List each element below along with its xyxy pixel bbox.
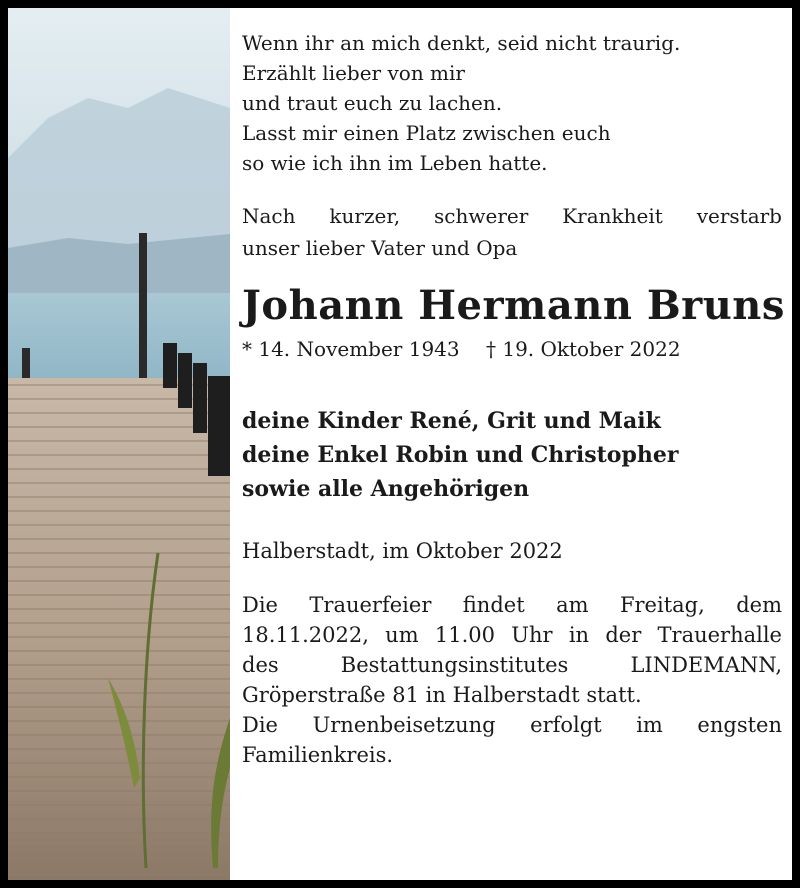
poem-line: Lasst mir einen Platz zwischen euch: [242, 121, 611, 145]
obituary-card: [8, 8, 792, 880]
death-date: † 19. Oktober 2022: [485, 337, 681, 361]
poem-line: Erzählt lieber von mir: [242, 61, 465, 85]
obituary-text: [242, 28, 785, 770]
poem-line: und traut euch zu lachen.: [242, 91, 503, 115]
poem-line: so wie ich ihn im Leben hatte.: [242, 151, 548, 175]
pier-lake-photo: [8, 8, 230, 880]
ceremony-line: Gröperstraße 81 in Halberstadt statt.: [242, 683, 642, 707]
poem-line: Wenn ihr an mich denkt, seid nicht traurig.: [242, 31, 681, 55]
ceremony-line: Die Trauerfeier findet am Freitag, dem: [242, 593, 782, 617]
intro-line: unser lieber Vater und Opa: [242, 236, 518, 260]
mourner-line: deine Kinder René, Grit und Maik: [242, 408, 661, 434]
ceremony-info: [242, 590, 782, 770]
intro: [242, 200, 782, 264]
deceased-name: Johann Hermann Bruns: [242, 282, 785, 329]
birth-date: * 14. November 1943: [242, 337, 460, 361]
poem: [242, 28, 782, 178]
mourners: [242, 404, 782, 506]
ceremony-line: 18.11.2022, um 11.00 Uhr in der Trauerhalle: [242, 623, 782, 647]
place-date: Halberstadt, im Oktober 2022: [242, 539, 563, 563]
ceremony-line: Die Urnenbeisetzung erfolgt im engsten: [242, 713, 782, 737]
mourner-line: deine Enkel Robin und Christopher: [242, 442, 679, 468]
intro-line: Nach kurzer, schwerer Krankheit verstarb: [242, 204, 782, 228]
mourner-line: sowie alle Angehörigen: [242, 476, 530, 502]
ceremony-line: Familienkreis.: [242, 743, 394, 767]
life-dates: [242, 334, 782, 364]
ceremony-line: des Bestattungsinstitutes LINDEMANN,: [242, 653, 782, 677]
